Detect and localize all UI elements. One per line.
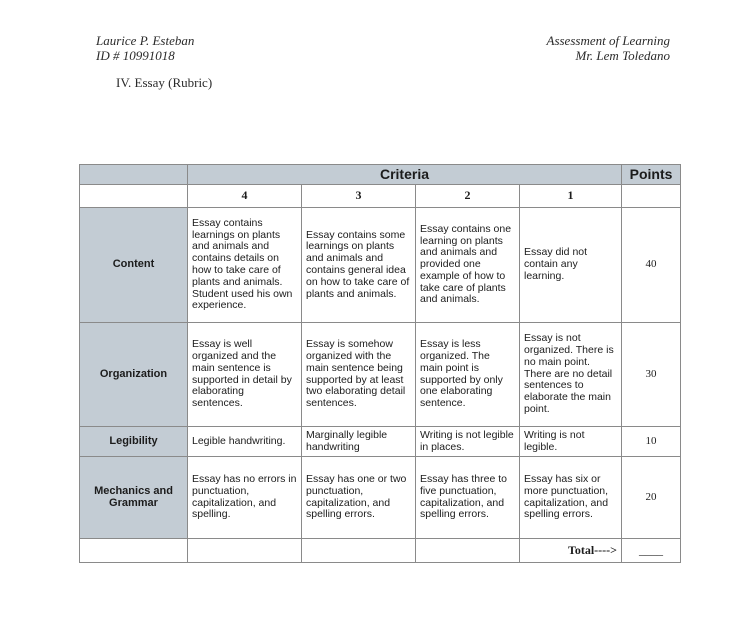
total-blank-4 [416, 539, 520, 563]
descriptor-content-4: Essay contains learnings on plants and animals and contains details on how to take care of plants and animals. Student used his own experience. [188, 208, 302, 323]
section-title: IV. Essay (Rubric) [116, 75, 213, 90]
level-blank-cell [80, 185, 188, 208]
level-3: 3 [302, 185, 416, 208]
descriptor-legibility-3: Marginally legible handwriting [302, 427, 416, 457]
level-points-blank [622, 185, 681, 208]
descriptor-legibility-2: Writing is not legible in places. [416, 427, 520, 457]
descriptor-mechanics-4: Essay has no errors in punctuation, capitalization, and spelling. [188, 457, 302, 539]
row-legibility [80, 427, 681, 457]
points-heading: Points [622, 165, 681, 185]
criteria-heading: Criteria [188, 165, 622, 185]
total-blank-3 [302, 539, 416, 563]
student-info [96, 33, 194, 63]
corner-cell [80, 165, 188, 185]
total-row [80, 539, 681, 563]
row-label-mechanics-grammar: Mechanics and Grammar [80, 457, 188, 539]
total-blank-2 [188, 539, 302, 563]
descriptor-mechanics-1: Essay has six or more punctuation, capitalization, and spelling errors. [520, 457, 622, 539]
descriptor-legibility-1: Writing is not legible. [520, 427, 622, 457]
header-band [80, 165, 681, 185]
row-organization [80, 323, 681, 427]
points-content: 40 [622, 208, 681, 323]
descriptor-organization-3: Essay is somehow organized with the main sentence being supported by at least two elaborating detail sentences. [302, 323, 416, 427]
course-title: Assessment of Learning [546, 33, 670, 48]
row-label-content: Content [80, 208, 188, 323]
level-1: 1 [520, 185, 622, 208]
descriptor-content-2: Essay contains one learning on plants and animals and provided one example of how to take care of plants and animals. [416, 208, 520, 323]
descriptor-organization-1: Essay is not organized. There is no main point. There are no detail sentences to elaborate the main point. [520, 323, 622, 427]
descriptor-content-3: Essay contains some learnings on plants and animals and contains general idea on how to take care of plants and animals. [302, 208, 416, 323]
total-blank-1 [80, 539, 188, 563]
student-name: Laurice P. Esteban [96, 33, 195, 48]
course-info [547, 33, 671, 63]
total-value: ____ [622, 539, 681, 563]
level-row [80, 185, 681, 208]
instructor-name: Mr. Lem Toledano [575, 48, 670, 63]
descriptor-mechanics-2: Essay has three to five punctuation, capitalization, and spelling errors. [416, 457, 520, 539]
descriptor-content-1: Essay did not contain any learning. [520, 208, 622, 323]
student-id: ID # 10991018 [96, 48, 175, 63]
row-label-legibility: Legibility [80, 427, 188, 457]
row-label-organization: Organization [80, 323, 188, 427]
row-content [80, 208, 681, 323]
descriptor-legibility-4: Legible handwriting. [188, 427, 302, 457]
points-legibility: 10 [622, 427, 681, 457]
descriptor-organization-2: Essay is less organized. The main point is supported by only one elaborating sentence. [416, 323, 520, 427]
points-mechanics-grammar: 20 [622, 457, 681, 539]
level-4: 4 [188, 185, 302, 208]
total-label: Total----> [520, 539, 622, 563]
row-mechanics-grammar [80, 457, 681, 539]
rubric-table [79, 164, 681, 563]
descriptor-organization-4: Essay is well organized and the main sentence is supported in detail by elaborating sentences. [188, 323, 302, 427]
descriptor-mechanics-3: Essay has one or two punctuation, capitalization, and spelling errors. [302, 457, 416, 539]
level-2: 2 [416, 185, 520, 208]
points-organization: 30 [622, 323, 681, 427]
